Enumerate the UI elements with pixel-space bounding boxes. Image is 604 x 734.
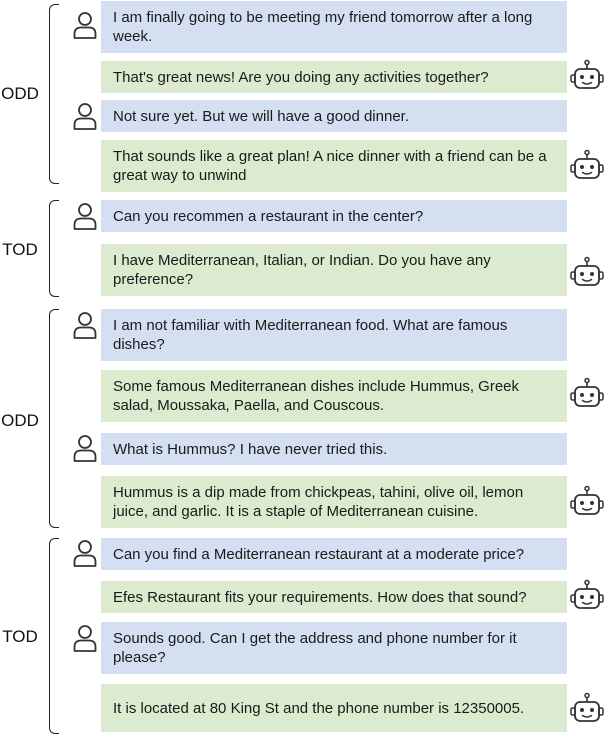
robot-icon xyxy=(569,149,604,185)
bot-message xyxy=(101,370,567,422)
user-message xyxy=(101,309,567,361)
user-message xyxy=(101,1,567,53)
section-label-tod-1: TOD xyxy=(2,240,38,259)
person-icon xyxy=(72,201,98,231)
section-bracket-odd-2 xyxy=(49,309,59,528)
robot-icon xyxy=(569,485,604,521)
person-icon xyxy=(72,101,98,131)
message-text: Not sure yet. But we will have a good dinner. xyxy=(113,107,410,125)
message-text: Can you find a Mediterranean restaurant at a moderate price? xyxy=(113,545,525,563)
user-message xyxy=(101,100,567,132)
user-message xyxy=(101,622,567,674)
bot-message xyxy=(101,581,567,613)
message-text: Can you recommen a restaurant in the center? xyxy=(113,207,424,225)
message-text: That sounds like a great plan! A nice dinner with a friend can be a great way to unwind xyxy=(113,148,547,184)
robot-icon xyxy=(569,59,604,95)
section-bracket-odd-1 xyxy=(49,4,59,184)
person-icon xyxy=(72,623,98,653)
user-message xyxy=(101,433,567,465)
message-text: Efes Restaurant fits your requirements. How does that sound? xyxy=(113,588,527,606)
message-text: I have Mediterranean, Italian, or Indian. Do you have any preference? xyxy=(113,252,491,288)
person-icon xyxy=(72,310,98,340)
bot-message xyxy=(101,140,567,192)
bot-message xyxy=(101,476,567,528)
message-text: That's great news! Are you doing any activities together? xyxy=(113,68,489,86)
bot-message xyxy=(101,61,567,93)
section-bracket-tod-2 xyxy=(49,538,59,734)
message-text: Some famous Mediterranean dishes include Hummus, Greek salad, Moussaka, Paella, and Couscous. xyxy=(113,378,520,414)
robot-icon xyxy=(569,377,604,413)
user-message xyxy=(101,538,567,570)
section-label-odd-1: ODD xyxy=(1,84,39,103)
person-icon xyxy=(72,538,98,568)
robot-icon xyxy=(569,256,604,292)
message-text: I am finally going to be meeting my friend tomorrow after a long week. xyxy=(113,9,533,45)
message-text: It is located at 80 King St and the phone number is 12350005. xyxy=(113,699,525,717)
section-label-odd-2: ODD xyxy=(1,411,39,430)
message-text: Sounds good. Can I get the address and phone number for it please? xyxy=(113,630,517,666)
message-text: I am not familiar with Mediterranean food. What are famous dishes? xyxy=(113,317,508,353)
user-message xyxy=(101,200,567,232)
robot-icon xyxy=(569,692,604,728)
section-label-tod-2: TOD xyxy=(2,627,38,646)
message-text: Hummus is a dip made from chickpeas, tahini, olive oil, lemon juice, and garlic. It is a staple of Mediterranean cuisine. xyxy=(113,484,524,520)
robot-icon xyxy=(569,579,604,615)
person-icon xyxy=(72,10,98,40)
person-icon xyxy=(72,433,98,463)
section-bracket-tod-1 xyxy=(49,200,59,297)
message-text: What is Hummus? I have never tried this. xyxy=(113,440,388,458)
bot-message xyxy=(101,684,567,732)
bot-message xyxy=(101,244,567,296)
